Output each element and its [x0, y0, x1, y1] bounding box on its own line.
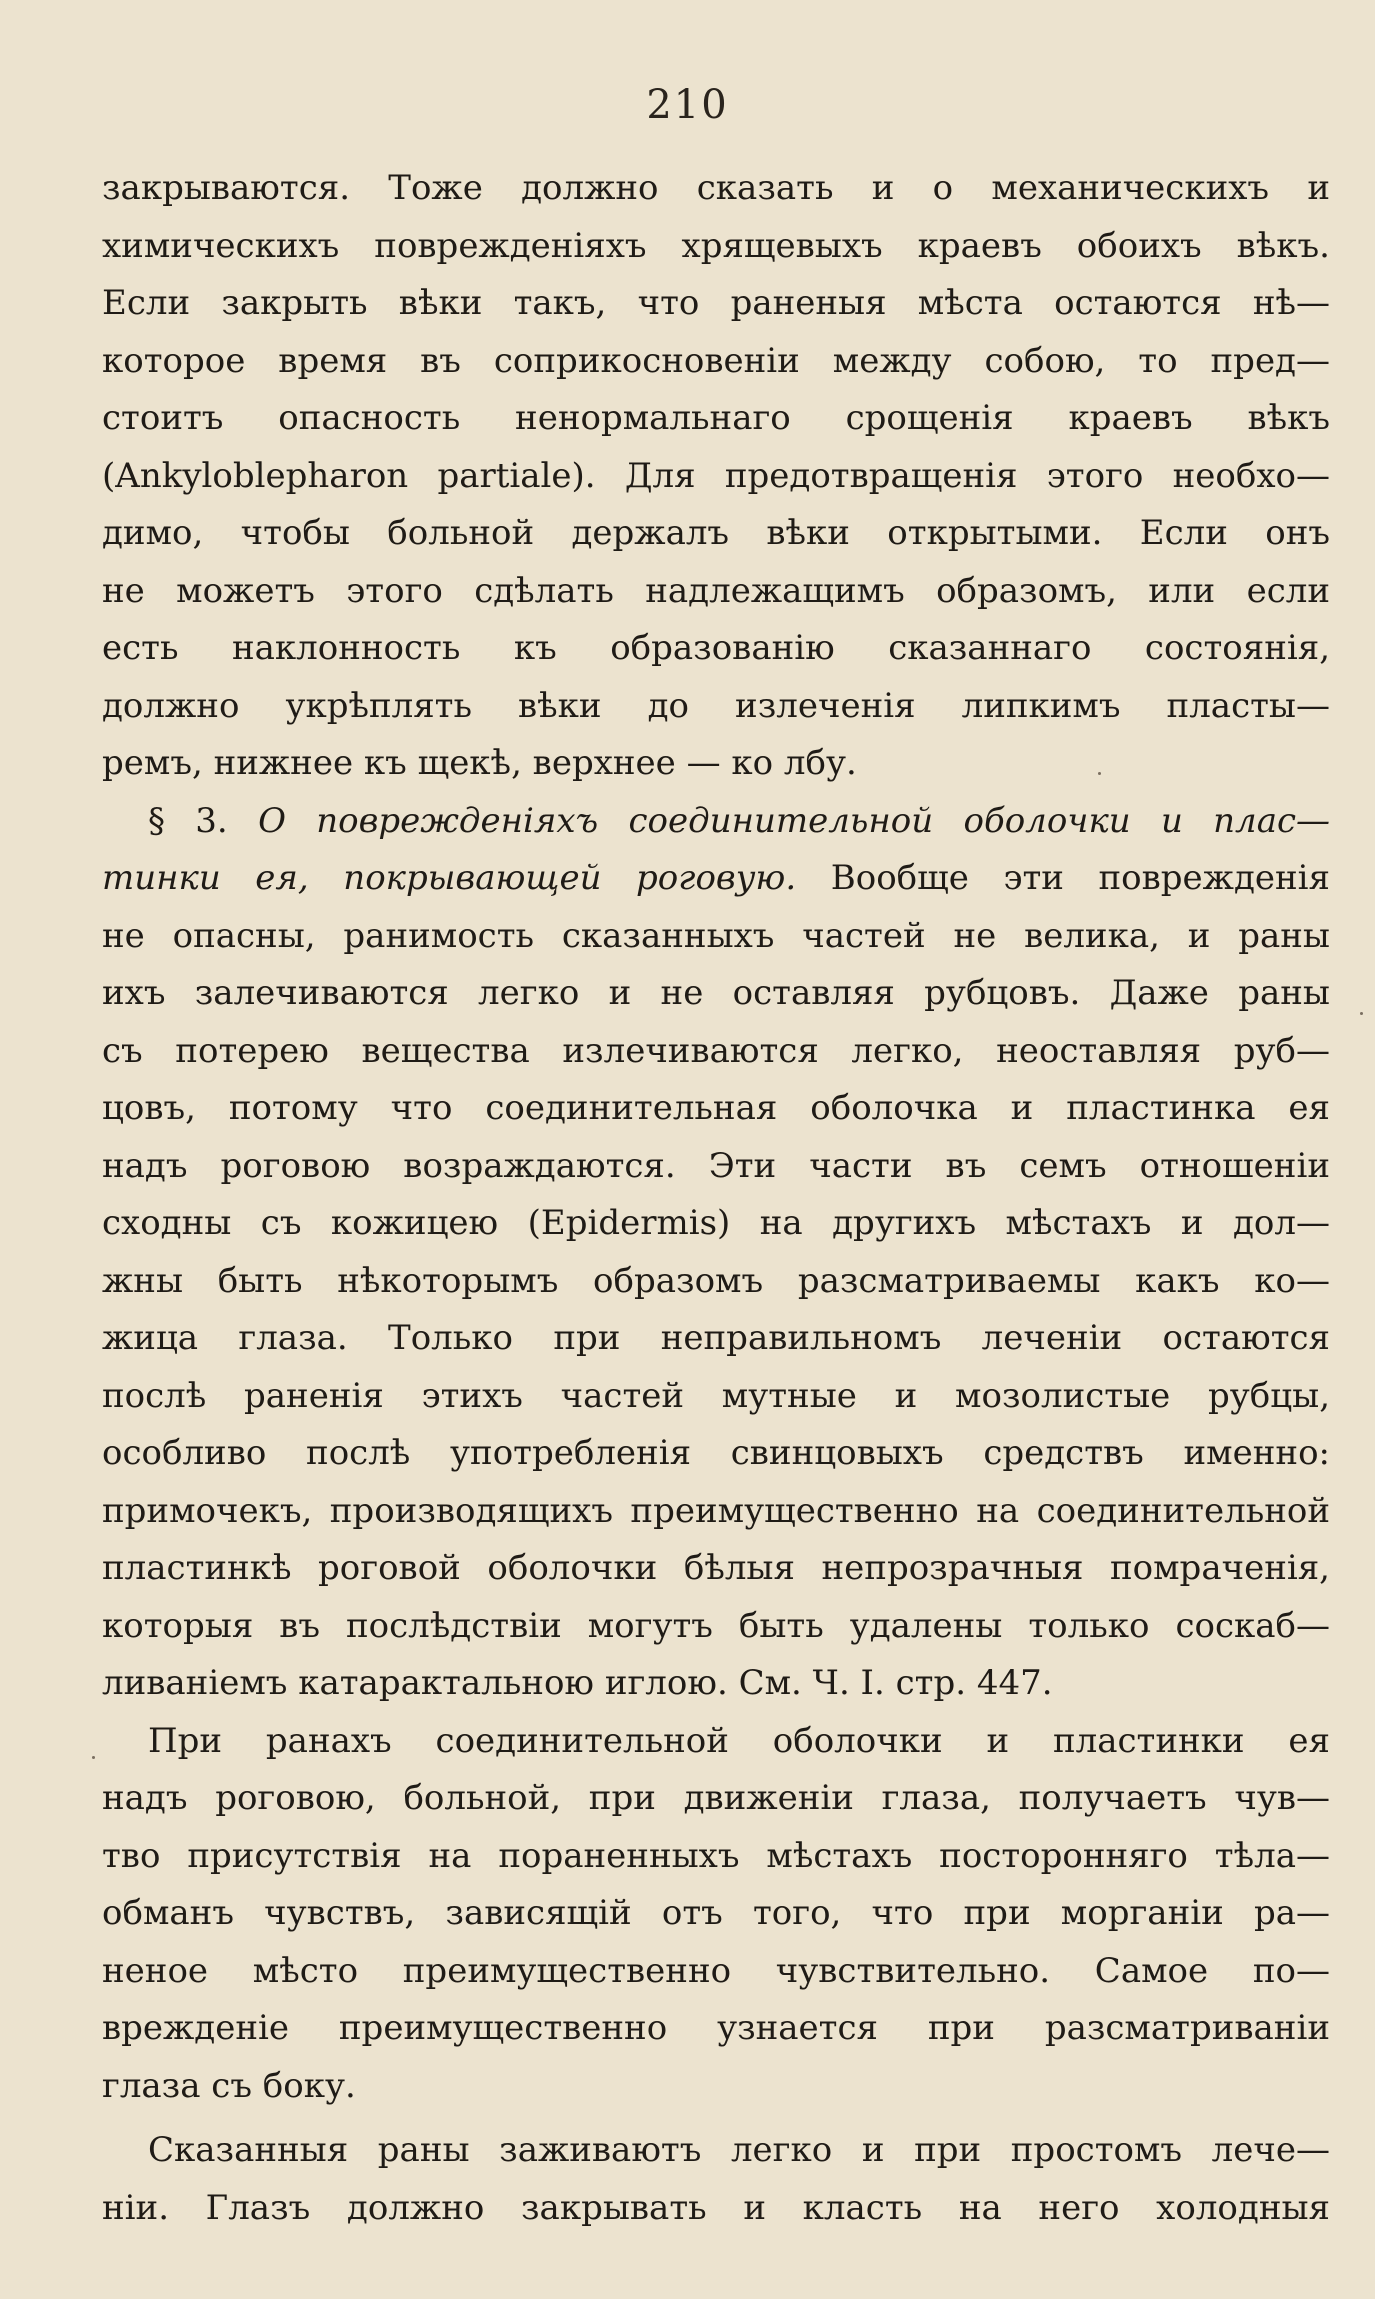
paper-speck — [92, 1756, 95, 1759]
text-line: жица глаза. Только при неправильномъ леченіи остаются — [102, 1318, 1330, 1358]
section-label: § 3. — [148, 800, 228, 841]
text-line: врежденіе преимущественно узнается при разсматриваніи — [102, 2008, 1330, 2048]
text-line: стоитъ опасность ненормальнаго срощенія краевъ вѣкъ — [102, 398, 1330, 438]
text-line: должно укрѣплять вѣки до излеченія липкимъ пласты— — [102, 685, 1330, 726]
text-line: есть наклонность къ образованію сказаннаго состоянія, — [102, 628, 1330, 668]
text-line: (Ankyloblepharon partiale). Для предотвращенія этого необхо— — [102, 455, 1330, 496]
text-line: пластинкѣ роговой оболочки бѣлыя непрозрачныя помраченія, — [102, 1548, 1330, 1588]
page-number: 210 — [646, 82, 729, 128]
text-line: жны быть нѣкоторымъ образомъ разсматриваемы какъ ко— — [102, 1260, 1330, 1301]
text-line: При ранахъ соединительной оболочки и пластинки ея — [148, 1720, 1330, 1761]
text-line: ихъ залечиваются легко и не оставляя рубцовъ. Даже раны — [102, 973, 1330, 1013]
text-line: надъ роговою возраждаются. Эти части въ семъ отношеніи — [102, 1145, 1330, 1186]
text-line: химическихъ поврежденіяхъ хрящевыхъ краевъ обоихъ вѣкъ. — [102, 225, 1330, 266]
text-line: которое время въ соприкосновеніи между собою, то пред— — [102, 340, 1330, 381]
page-body — [102, 160, 1330, 2237]
text-line: закрываются. Тоже должно сказать и о механическихъ и — [102, 168, 1330, 208]
text-line: димо, чтобы больной держалъ вѣки открытыми. Если онъ — [102, 513, 1330, 553]
section-text-start: Вообще эти поврежденія — [796, 858, 1330, 898]
text-line: обманъ чувствъ, зависящій отъ того, что при морганіи ра— — [102, 1893, 1330, 1933]
section-3 — [102, 793, 1330, 1713]
paper-speck — [1098, 772, 1101, 775]
section-title-part-2: тинки ея, покрывающей роговую. — [102, 858, 797, 898]
text-line: Если закрыть вѣки такъ, что раненыя мѣста остаются нѣ— — [102, 283, 1330, 323]
paper-speck — [1360, 1012, 1363, 1015]
text-line: примочекъ, производящихъ преимущественно на соединительной — [102, 1490, 1330, 1531]
text-line: ніи. Глазъ должно закрывать и класть на него холодныя — [102, 2187, 1330, 2228]
text-line: сходны съ кожицею (Epidermis) на другихъ мѣстахъ и дол— — [102, 1203, 1330, 1243]
text-line: надъ роговою, больной, при движеніи глаза, получаетъ чув— — [102, 1778, 1330, 1818]
paragraph-3 — [102, 1713, 1330, 2116]
text-line: ливаніемъ катарактальною иглою. См. Ч. I. стр. 447. — [102, 1663, 1053, 1703]
text-line: тво присутствія на пораненныхъ мѣстахъ посторонняго тѣла— — [102, 1835, 1330, 1876]
section-heading-line — [102, 850, 1330, 908]
text-line: не можетъ этого сдѣлать надлежащимъ образомъ, или если — [102, 570, 1330, 611]
text-line: цовъ, потому что соединительная оболочка и пластинка ея — [102, 1088, 1330, 1128]
text-line: неное мѣсто преимущественно чувствительно. Самое по— — [102, 1950, 1330, 1991]
text-line: Сказанныя раны заживаютъ легко и при простомъ лече— — [148, 2130, 1330, 2170]
section-title-part-1: О поврежденіяхъ соединительной оболочки и плас— — [258, 800, 1330, 841]
text-line: которыя въ послѣдствіи могутъ быть удалены только соскаб— — [102, 1605, 1330, 1646]
section-heading-line — [102, 793, 1330, 851]
paragraph-1 — [102, 160, 1330, 793]
text-line: особливо послѣ употребленія свинцовыхъ средствъ именно: — [102, 1433, 1330, 1473]
text-line: съ потерею вещества излечиваются легко, неоставляя руб— — [102, 1030, 1330, 1071]
paragraph-4 — [102, 2122, 1330, 2237]
text-line: глаза съ боку. — [102, 2065, 356, 2106]
text-line: не опасны, ранимость сказанныхъ частей не велика, и раны — [102, 915, 1330, 956]
text-line: послѣ раненія этихъ частей мутные и мозолистые рубцы, — [102, 1375, 1330, 1416]
text-line: ремъ, нижнее къ щекѣ, верхнее — ко лбу. — [102, 743, 857, 783]
